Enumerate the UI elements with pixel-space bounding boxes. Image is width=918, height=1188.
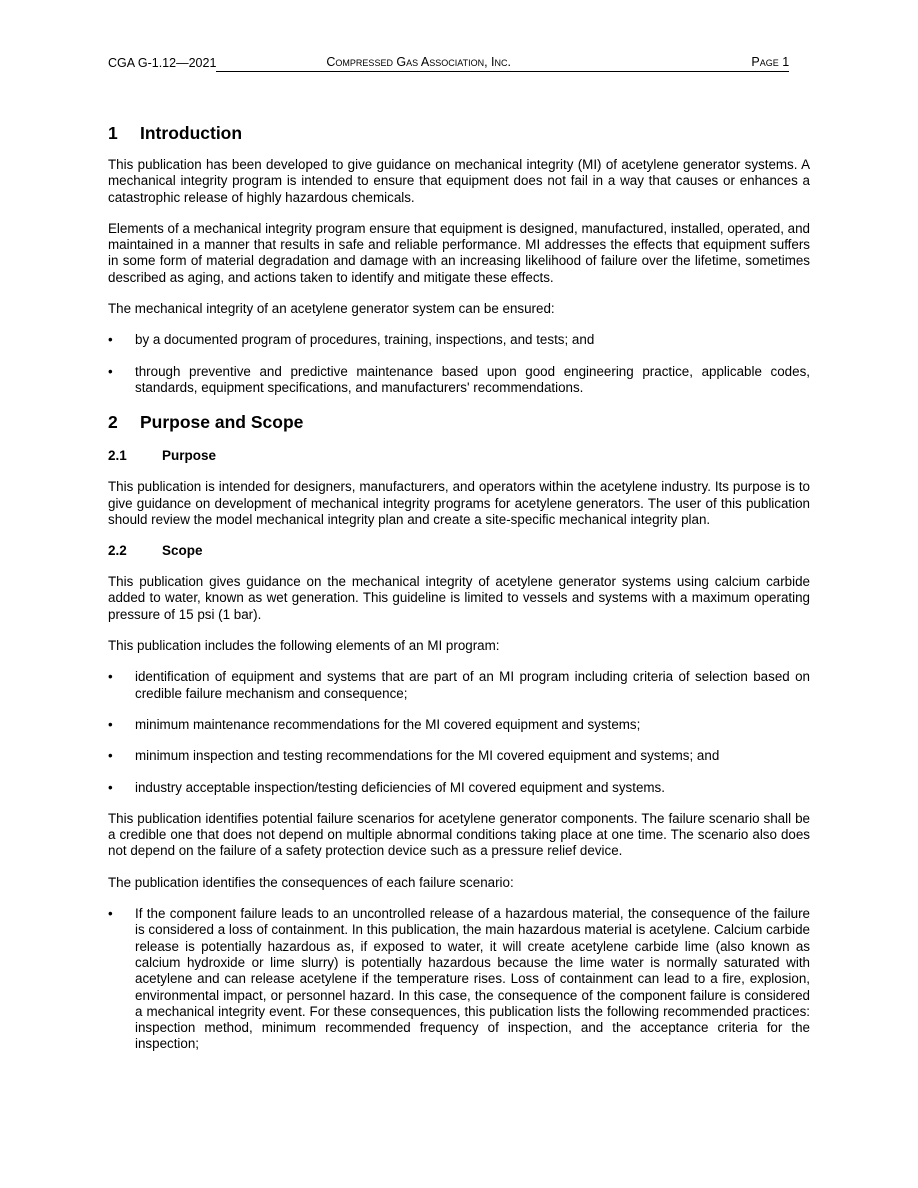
paragraph: This publication has been developed to give guidance on mechanical integrity (MI) of acetylene generator systems. A mechanical integrity program is intended to ensure that equipment does not fail in a way that causes or enhances a catastrophic release of highly hazardous chemicals. — [108, 157, 810, 205]
page-number: Page 1 — [751, 54, 789, 72]
paragraph: Elements of a mechanical integrity program ensure that equipment is designed, manufactured, installed, operated, and maintained in a manner that results in safe and reliable performance. MI addresses the effects that equipment suffers in some form of material degradation and damage with an increasing likelihood of failure over the lifetime, sometimes described as aging, and actions taken to identify and mitigate these effects. — [108, 220, 810, 285]
section-title: Purpose and Scope — [140, 412, 304, 433]
section-2-2-heading — [108, 543, 810, 559]
paragraph: This publication gives guidance on the mechanical integrity of acetylene generator systems using calcium carbide added to water, known as wet generation. This guideline is limited to vessels and systems with a maximum operating pressure of 15 psi (1 bar). — [108, 574, 810, 622]
bullet-icon: • — [108, 363, 113, 379]
bullet-list — [108, 906, 810, 1053]
list-item: • through preventive and predictive maintenance based upon good engineering practice, applicable codes, standards, equipment specifications, and manufacturers' recommendations. — [108, 363, 810, 395]
document-body — [108, 122, 810, 1053]
subsection-title: Purpose — [162, 448, 217, 464]
section-2-1-heading — [108, 448, 810, 464]
list-item: • minimum maintenance recommendations for the MI covered equipment and systems; — [108, 716, 641, 732]
subsection-title: Scope — [162, 543, 203, 559]
bullet-icon: • — [108, 906, 113, 922]
section-number: 2 — [108, 412, 118, 433]
section-2-heading — [108, 411, 810, 433]
paragraph: This publication is intended for designers, manufacturers, and operators within the acetylene industry. Its purpose is to give guidance on development of mechanical integrity programs for acetylene generators. The user of this publication should review the model mechanical integrity plan and create a site-specific mechanical integrity plan. — [108, 479, 810, 527]
paragraph: This publication includes the following elements of an MI program: — [108, 638, 500, 654]
document-id: CGA G-1.12—2021 — [108, 56, 217, 70]
paragraph: The mechanical integrity of an acetylene generator system can be ensured: — [108, 301, 555, 317]
list-item: • by a documented program of procedures, training, inspections, and tests; and — [108, 332, 595, 348]
list-item: • identification of equipment and systems that are part of an MI program including criteria of selection based on credible failure mechanism and consequence; — [108, 669, 810, 701]
paragraph: This publication identifies potential failure scenarios for acetylene generator components. The failure scenario shall be a credible one that does not depend on multiple abnormal conditions taking place at one time. The scenario also does not depend on the failure of a safety protection device such as a pressure relief device. — [108, 810, 810, 859]
subsection-number: 2.1 — [108, 448, 127, 464]
list-item: • minimum inspection and testing recommendations for the MI covered equipment and systems; and — [108, 748, 720, 764]
bullet-list — [108, 332, 810, 396]
list-item: • industry acceptable inspection/testing deficiencies of MI covered equipment and systems. — [108, 779, 665, 795]
paragraph: The publication identifies the consequences of each failure scenario: — [108, 874, 514, 890]
section-title: Introduction — [140, 123, 243, 143]
bullet-icon: • — [108, 716, 113, 732]
bullet-icon: • — [108, 332, 113, 348]
section-number: 1 — [108, 123, 118, 143]
bullet-icon: • — [108, 748, 113, 764]
bullet-icon: • — [108, 779, 113, 795]
bullet-list — [108, 669, 810, 795]
subsection-number: 2.2 — [108, 543, 127, 559]
list-item: • If the component failure leads to an uncontrolled release of a hazardous material, the consequence of the failure is considered a loss of containment. In this publication, the main hazardous material is acetylene. Calcium carbide release is potentially hazardous as, if exposed to water, it will create acetylene carbide lime (also known as calcium hydroxide or lime slurry) is potentially hazardous because the lime water is normally saturated with acetylene and can release acetylene if the temperature rises. Loss of containment can lead to a fire, explosion, environmental impact, or personnel hazard. In this case, the consequence of the component failure is considered a mechanical integrity event. For these consequences, this publication lists the following recommended practices: inspection method, minimum recommended frequency of inspection, and the acceptance criteria for the inspection; — [108, 906, 810, 1052]
page-header — [108, 54, 810, 72]
bullet-icon: • — [108, 669, 113, 685]
organization-name: Compressed Gas Association, Inc. — [216, 54, 751, 72]
section-1-heading — [108, 122, 810, 144]
